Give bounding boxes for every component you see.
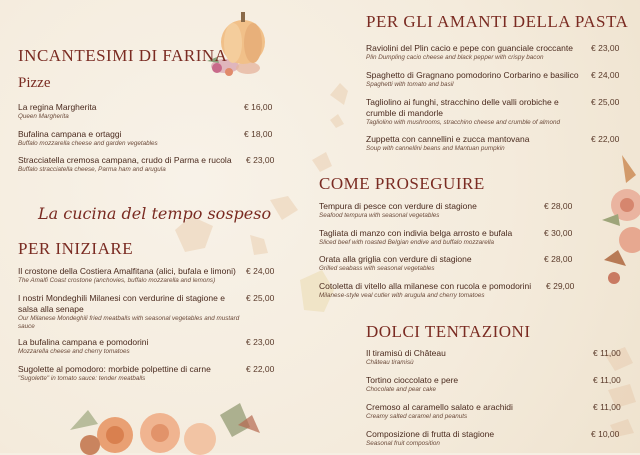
item-description: Sliced beef with roasted Belgian endive and buffalo mozzarella (319, 239, 495, 246)
item-name: Il crostone della Costiera Amalfitana (alici, bufala e limoni) (18, 266, 236, 276)
menu-item (366, 43, 588, 62)
item-name: Sugolette al pomodoro: morbide polpettine di carne (18, 364, 211, 374)
item-description: "Sugolette" in tomato sauce: tender meatballs (18, 375, 146, 382)
item-name: Raviolini del Plin cacio e pepe con guanciale croccante (366, 43, 573, 53)
flower-bouquet-decoration (60, 395, 270, 455)
item-name: I nostri Mondeghili Milanesi con verdurine di stagione e salsa alla senape (18, 293, 225, 314)
item-description: Milanese-style veal cutler with arugula and cherry tomatoes (319, 292, 485, 299)
menu-item (366, 402, 588, 421)
section-title-dolci: DOLCI TENTAZIONI (366, 322, 531, 341)
item-name: Tortino cioccolato e pere (366, 375, 459, 385)
item-description: Chocolate and pear cake (366, 386, 437, 393)
item-name: Tagliata di manzo con indivia belga arrosto e bufala (319, 228, 513, 238)
item-price: € 28,00 (544, 254, 573, 264)
item-price: € 24,00 (246, 266, 275, 276)
item-price: € 18,00 (244, 129, 273, 139)
section-title-per-iniziare: PER INIZIARE (18, 239, 134, 258)
item-description: The Amalfi Coast crostone (anchovies, buffalo mozzarella and lemons) (18, 277, 216, 284)
item-price: € 23,00 (591, 43, 620, 53)
section-title-come-proseguire: COME PROSEGUIRE (319, 174, 485, 193)
item-description: Seafood tempura with seasonal vegetables (319, 212, 440, 219)
item-price: € 30,00 (544, 228, 573, 238)
item-price: € 22,00 (591, 134, 620, 144)
item-price: € 11,00 (593, 375, 621, 385)
menu-item (366, 429, 588, 448)
item-description: Seasonal fruit composition (366, 440, 440, 447)
item-description: Buffalo mozzarella cheese and garden vegetables (18, 140, 158, 147)
item-name: La regina Margherita (18, 102, 97, 112)
section-title-pasta: PER GLI AMANTI DELLA PASTA (366, 12, 629, 31)
item-price: € 23,00 (246, 337, 275, 347)
item-price: € 10,00 (591, 429, 620, 439)
menu-item (319, 281, 544, 300)
pumpkin-illustration (203, 6, 273, 81)
item-price: € 25,00 (246, 293, 275, 303)
section-title-incantesimi: INCANTESIMI DI FARINA (18, 46, 228, 65)
menu-item (18, 293, 243, 331)
item-description: Mozzarella cheese and cherry tomatoes (18, 348, 130, 355)
menu-item (18, 364, 243, 383)
item-description: Spaghetti with tomato and basil (366, 81, 454, 88)
menu-item (18, 266, 248, 285)
item-description: Queen Margherita (18, 113, 69, 120)
item-description: Tagliolino with mushrooms, stracchino cheese and crumble of almond (366, 119, 561, 126)
item-price: € 28,00 (544, 201, 573, 211)
subsection-title-pizze: Pizze (18, 75, 51, 91)
item-name: Stracciatella cremosa campana, crudo di Parma e rucola (18, 155, 232, 165)
item-price: € 24,00 (591, 70, 620, 80)
item-name: Cotoletta di vitello alla milanese con rucola e pomodorini (319, 281, 532, 291)
item-name: Bufalina campana e ortaggi (18, 129, 122, 139)
menu-item (366, 348, 588, 367)
item-description: Plin Dumpling cacio cheese and black pepper with crispy bacon (366, 54, 544, 61)
item-price: € 22,00 (246, 364, 275, 374)
item-price: € 11,00 (593, 348, 621, 358)
slogan-text: La cucina del tempo sospeso (38, 204, 272, 223)
item-name: Tempura di pesce con verdure di stagione (319, 201, 477, 211)
item-name: Tagliolino ai funghi, stracchino delle valli orobiche e crumble di mandorle (366, 97, 559, 118)
menu-item (18, 129, 238, 148)
item-description: Soup with cannellini beans and Mantuan pumpkin (366, 145, 505, 152)
menu-item (319, 254, 541, 273)
item-price: € 29,00 (546, 281, 575, 291)
item-description: Château tiramisù (366, 359, 414, 366)
menu-item (319, 201, 541, 220)
menu-item (366, 134, 588, 153)
item-price: € 23,00 (246, 155, 275, 165)
item-price: € 16,00 (244, 102, 273, 112)
item-description: Grilled seabass with seasonal vegetables (319, 265, 435, 272)
item-description: Our Milanese Mondeghili fried meatballs with seasonal vegetables and mustard sauce (18, 315, 240, 330)
item-name: Cremoso al caramello salato e arachidi (366, 402, 513, 412)
item-name: Orata alla griglia con verdure di stagione (319, 254, 472, 264)
menu-item (366, 97, 588, 127)
item-name: Composizione di frutta di stagione (366, 429, 495, 439)
item-name: Zuppetta con cannellini e zucca mantovana (366, 134, 530, 144)
menu-item (18, 102, 238, 121)
menu-item (18, 337, 243, 356)
item-price: € 25,00 (591, 97, 620, 107)
item-description: Buffalo stracciatella cheese, Parma ham and arugula (18, 166, 166, 173)
item-name: Il tiramisù di Château (366, 348, 446, 358)
menu-item (366, 70, 588, 89)
item-name: La bufalina campana e pomodorini (18, 337, 149, 347)
menu-item (366, 375, 588, 394)
menu-item (319, 228, 541, 247)
item-price: € 11,00 (593, 402, 621, 412)
flower-bouquet-decoration (592, 150, 640, 290)
item-name: Spaghetto di Gragnano pomodorino Corbarino e basilico (366, 70, 579, 80)
item-description: Creamy salted caramel and peanuts (366, 413, 468, 420)
menu-item (18, 155, 243, 174)
